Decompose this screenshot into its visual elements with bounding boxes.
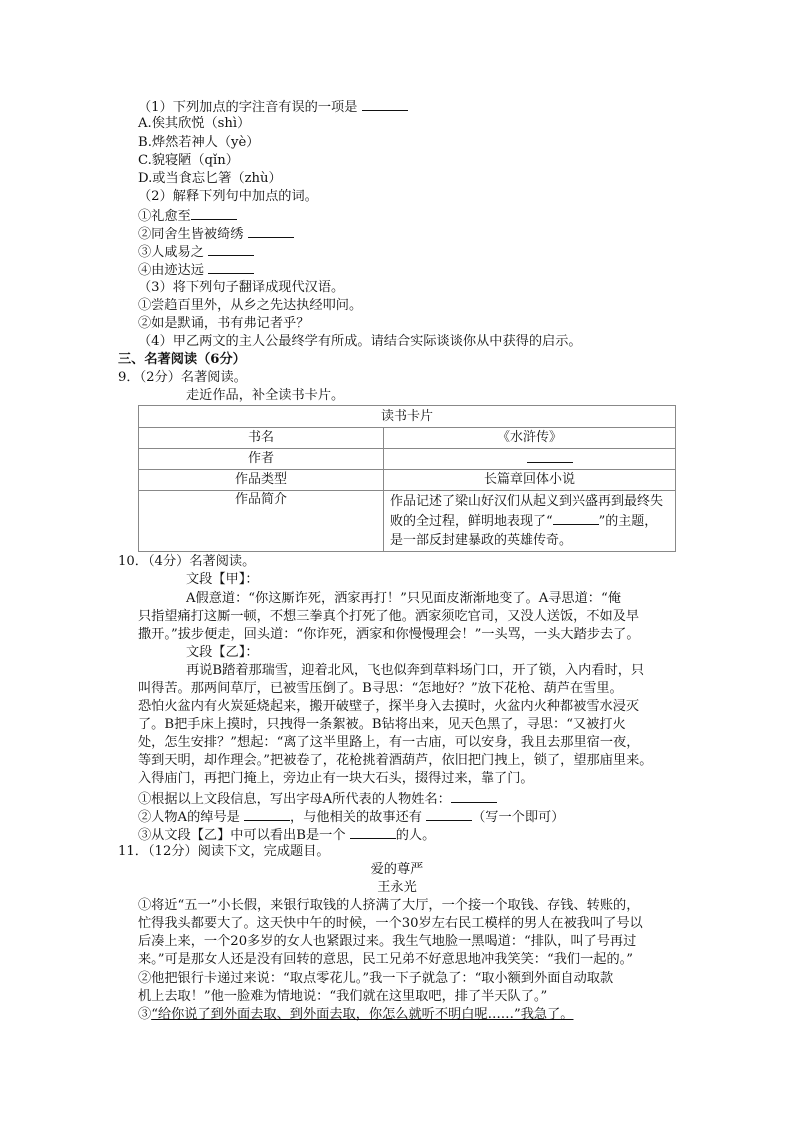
passage-yi-line: 叫得苦。那两间草厅，已被雪压倒了。B寻思：“怎地好？”放下花枪、葫芦在雪里。 [138, 681, 623, 696]
passage-jia-line: A假意道：“你这厮诈死，洒家再打！”只见面皮渐渐地变了。A寻思道：“俺 [186, 591, 621, 606]
q10-heading: 10．（4分）名著阅读。 [118, 554, 256, 569]
q8-sub2-item2: ②同舍生皆被绮绣 [138, 224, 294, 244]
card-value-title: 《水浒传》 [384, 428, 676, 449]
q8-sub3: （3）将下列句子翻译成现代汉语。 [138, 280, 345, 295]
q8-sub3-item1: ①尝趋百里外，从乡之先达执经叩问。 [138, 298, 363, 313]
answer-blank[interactable] [248, 224, 294, 238]
option-d: D.或当食忘匕箸（zhù） [138, 171, 282, 186]
option-b: B.烨然若神人（yè） [138, 135, 260, 150]
card-value-intro: 作品记述了梁山好汉们从起义到兴盛再到最终失败的全过程，鲜明地表现了“ ”的主题，是一部反封建暴政的英雄传奇。 [384, 491, 676, 552]
article-paragraph-line: 忙得我头都要大了。这天快中午的时候，一个30岁左右民工模样的男人在被我叫了号以 [138, 916, 643, 931]
q9-instruction: 走近作品，补全读书卡片。 [186, 388, 345, 403]
passage-yi-line: 入得庙门，再把门掩上，旁边止有一块大石头，掇得过来，靠了门。 [138, 771, 534, 786]
article-paragraph-line: ②他把银行卡递过来说：“取点零花儿。”我一下子就急了：“取小额到外面自动取款 [138, 971, 614, 986]
answer-blank[interactable] [208, 260, 254, 274]
answer-blank[interactable] [350, 825, 396, 839]
article-paragraph-line: ①将近“五一”小长假，来银行取钱的人挤满了大厅，一个接一个取钱、存钱、转账的， [138, 898, 640, 913]
card-title: 读书卡片 [139, 406, 676, 428]
card-value-author[interactable] [384, 449, 676, 470]
article-paragraph-line: 机上去取！”他一脸难为情地说：“我们就在这里取吧，排了半天队了。” [138, 989, 548, 1004]
passage-yi-line: 等到天明，却作理会。”把被卷了，花枪挑着酒葫芦，依旧把门拽上，锁了，望那庙里来。 [138, 753, 653, 768]
answer-blank[interactable] [426, 807, 472, 821]
passage-yi-line: 再说B踏着那瑞雪，迎着北风，飞也似奔到草料场门口，开了锁，入内看时，只 [186, 663, 645, 678]
article-paragraph-line: 来。”可是那女人还是没有回转的意思，民工兄弟不好意思地冲我笑笑：“我们一起的。” [138, 952, 633, 967]
q10-sub1: ①根据以上文段信息，写出字母A所代表的人物姓名： [138, 789, 497, 809]
card-label-type: 作品类型 [139, 470, 384, 491]
section-heading: 三、名著阅读（6分） [118, 352, 246, 367]
q8-sub2-item1: ①礼愈至 [138, 206, 237, 226]
passage-yi-title: 文段【乙】： [186, 645, 259, 660]
card-value-type: 长篇章回体小说 [384, 470, 676, 491]
q8-sub2-item4: ④由迹达远 [138, 260, 254, 280]
passage-jia-line: 撒开。”拔步便走，回头道：“你诈死，洒家和你慢慢理会！”一头骂，一头大踏步去了。 [138, 627, 640, 642]
option-a: A.俟其欣悦（shì） [138, 116, 251, 131]
answer-blank[interactable] [362, 97, 408, 111]
answer-blank[interactable] [244, 807, 290, 821]
passage-jia-line: 只指望痛打这厮一顿，不想三拳真个打死了他。洒家须吃官司，又没人送饭，不如及早 [138, 609, 640, 624]
card-label-intro: 作品简介 [139, 491, 384, 552]
passage-jia-title: 文段【甲】： [186, 572, 259, 587]
passage-yi-line: 恐怕火盆内有火炭延烧起来，搬开破壁子，探半身入去摸时，火盆内火种都被雪水浸灭 [138, 699, 640, 714]
article-author: 王永光 [377, 880, 417, 895]
option-c: C.貌寝陋（qǐn） [138, 153, 239, 168]
q8-sub4: （4）甲乙两文的主人公最终学有所成。请结合实际谈谈你从中获得的启示。 [138, 334, 582, 349]
q9-heading: 9．（2分）名著阅读。 [118, 370, 247, 385]
q8-sub3-item2: ②如是默诵，书有弗记者乎？ [138, 316, 310, 331]
card-label-title: 书名 [139, 428, 384, 449]
q8-sub2: （2）解释下列句中加点的词。 [138, 189, 318, 204]
card-label-author: 作者 [139, 449, 384, 470]
answer-blank[interactable] [208, 242, 254, 256]
article-paragraph-line: 后凑上来，一个20多岁的女人也紧跟过来。我生气地脸一黑喝道：“排队，叫了号再过 [138, 934, 637, 949]
answer-blank[interactable] [527, 449, 573, 463]
passage-yi-line: 了。B把手床上摸时，只拽得一条絮被。B钻将出来，见天色黑了，寻思：“又被打火 [138, 717, 626, 732]
passage-yi-line: 处，怎生安排？”想起：“离了这半里路上，有一古庙，可以安身，我且去那里宿一夜， [138, 735, 640, 750]
reading-card-table [138, 405, 676, 552]
q10-sub3: ③从文段【乙】中可以看出B是一个 的人。 [138, 825, 435, 845]
q10-sub2: ②人物A的绰号是 ，与他相关的故事还有 （写一个即可） [138, 807, 564, 827]
q8-sub1: （1）下列加点的字注音有误的一项是 [138, 97, 408, 117]
answer-blank[interactable] [191, 206, 237, 220]
answer-blank[interactable] [451, 789, 497, 803]
article-title: 爱的尊严 [370, 862, 424, 877]
article-paragraph-underlined: ③“给你说了到外面去取、到外面去取，你怎么就听不明白呢……”我急了。 [138, 1007, 574, 1022]
q8-sub2-item3: ③人咸易之 [138, 242, 254, 262]
q11-heading: 11．（12分）阅读下文，完成题目。 [118, 844, 330, 859]
answer-blank[interactable] [553, 511, 599, 525]
